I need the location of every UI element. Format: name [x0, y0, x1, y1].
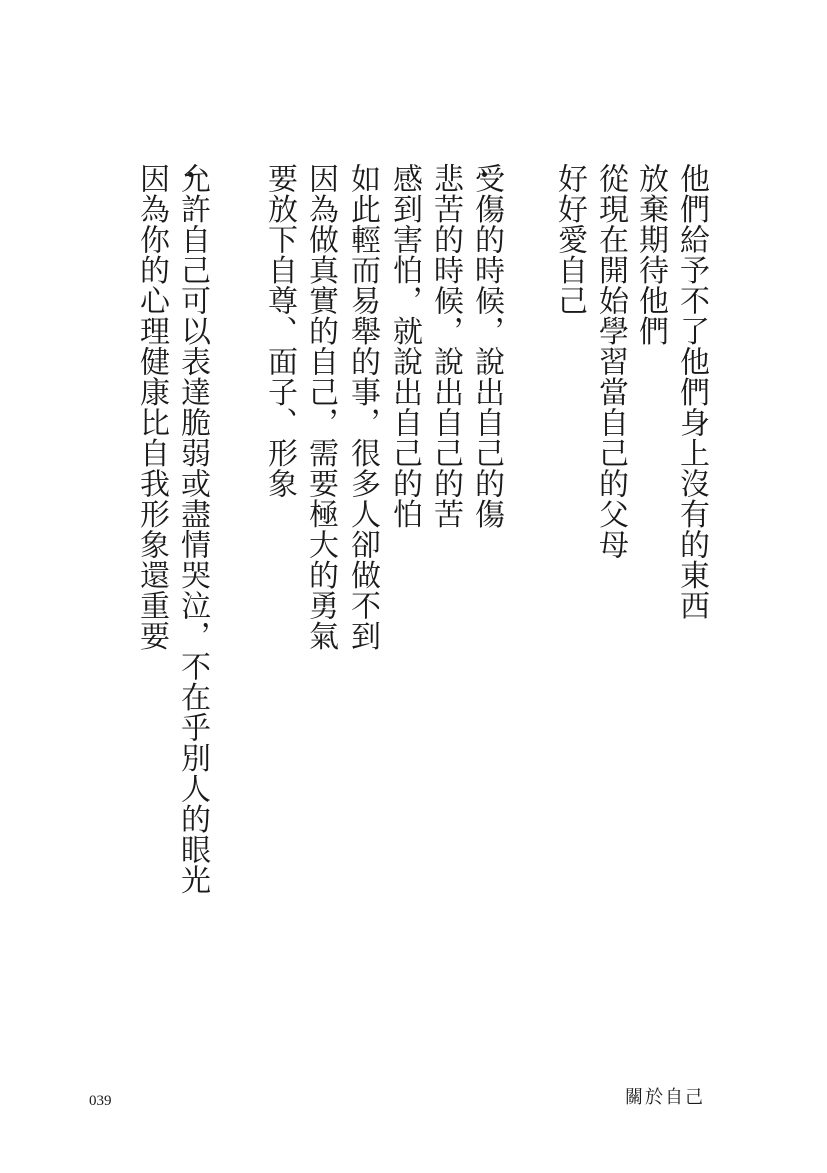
- text-line-7: 感到害怕，就說出自己的怕: [387, 163, 422, 529]
- text-line-1: 他們給予不了他們身上沒有的東西: [674, 163, 709, 621]
- text-line-12: 因為你的心理健康比自我形象還重要: [134, 163, 169, 651]
- text-line-11: 允許自己可以表達脆弱或盡情哭泣，不在乎別人的眼光: [175, 163, 210, 895]
- section-title: 關於自己: [625, 1087, 705, 1108]
- text-line-2: 放棄期待他們: [633, 163, 668, 346]
- text-line-6: 悲苦的時候，說出自己的苦: [428, 163, 463, 529]
- text-line-5: 受傷的時候，說出自己的傷: [469, 163, 504, 529]
- page-number: 039: [89, 1093, 112, 1109]
- text-line-10: 要放下自尊、面子、形象: [262, 163, 297, 499]
- text-line-9: 因為做真實的自己，需要極大的勇氣: [303, 163, 338, 651]
- text-line-8: 如此輕而易舉的事，很多人卻做不到: [345, 163, 380, 651]
- text-line-4: 好好愛自己: [552, 163, 587, 316]
- text-line-3: 從現在開始學習當自己的父母: [593, 163, 628, 560]
